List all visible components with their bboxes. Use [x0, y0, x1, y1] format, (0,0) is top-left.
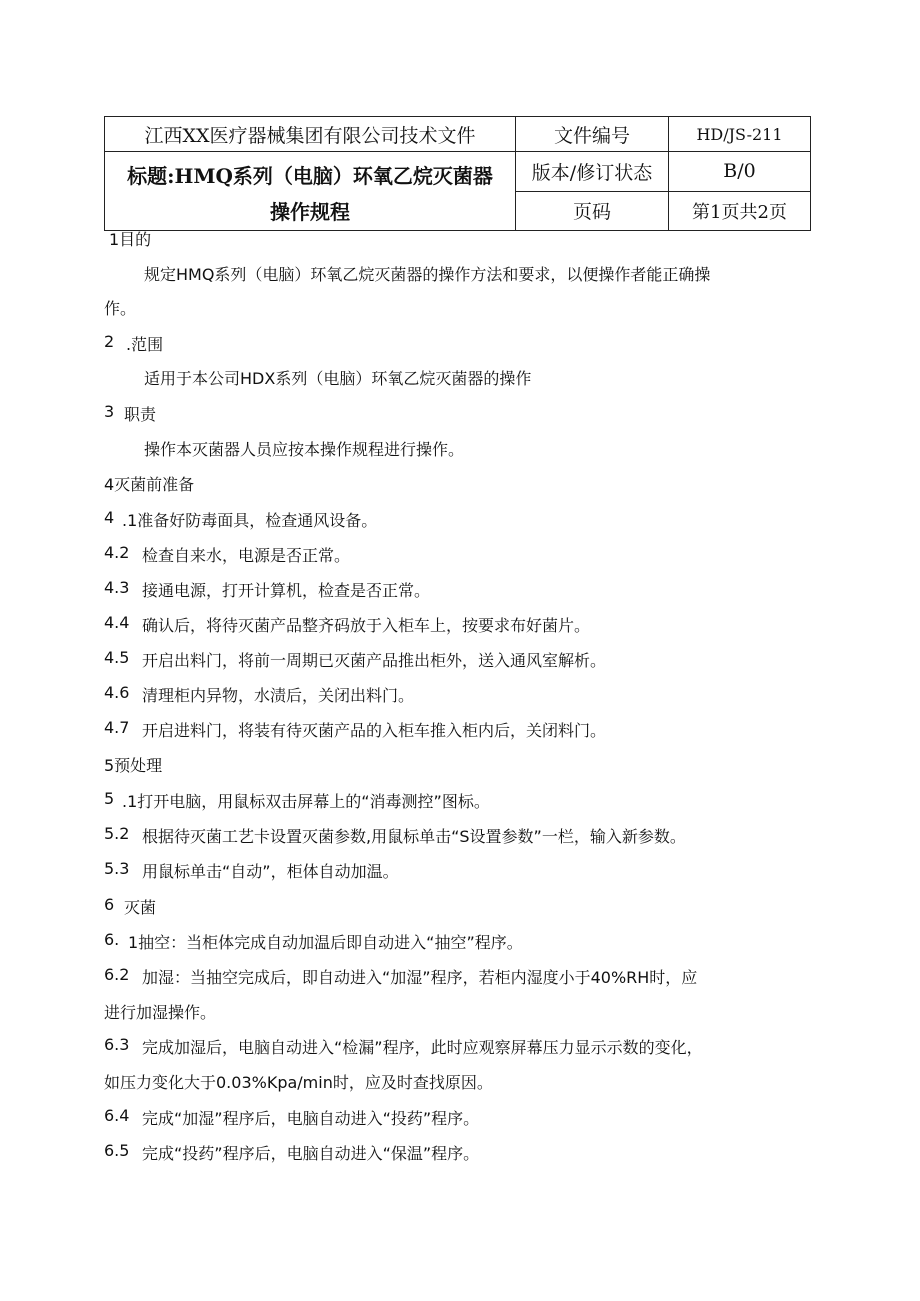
section-number: 4 [104, 508, 115, 527]
line-text: .范围 [126, 335, 164, 354]
section-number: 6.4 [104, 1106, 130, 1125]
line-text: 确认后，将待灭菌产品整齐码放于入柜车上，按要求布好菌片。 [142, 616, 591, 635]
section-number: 6.2 [104, 965, 130, 984]
title-line-1: 标题:HMQ系列（电脑）环氧乙烷灭菌器 [127, 164, 493, 188]
doc-no-value: HD/JS-211 [669, 117, 811, 152]
section-number: 4.7 [104, 718, 130, 737]
section-number: 6.3 [104, 1035, 130, 1054]
line-text: 规定HMQ系列（电脑）环氧乙烷灭菌器的操作方法和要求，以便操作者能正确操 [144, 265, 711, 284]
section-number: 2 [104, 332, 115, 351]
version-value: B/0 [669, 152, 811, 192]
line-text: 灭菌 [124, 898, 157, 917]
line-text: 接通电源，打开计算机，检查是否正常。 [142, 581, 431, 600]
section-number: 4灭菌前准备 [104, 475, 195, 494]
line-text: 如压力变化大于0.03%Kpa/min时，应及时查找原因。 [104, 1073, 493, 1092]
section-number: 4.4 [104, 613, 130, 632]
section-number: 6. [104, 930, 120, 949]
document-title [105, 152, 516, 231]
version-label: 版本/修订状态 [516, 152, 669, 192]
section-number: 5 [104, 789, 115, 808]
section-number: 4.2 [104, 543, 130, 562]
line-text: 进行加湿操作。 [104, 1003, 217, 1022]
page-value: 第1页共2页 [669, 191, 811, 231]
header-row-1 [105, 117, 811, 152]
line-text: 用鼠标单击“自动”，柜体自动加温。 [142, 862, 399, 881]
section-number: 5.2 [104, 824, 130, 843]
section-number: 4.6 [104, 683, 130, 702]
line-text: .1准备好防毒面具，检查通风设备。 [122, 511, 378, 530]
section-number: 4.3 [104, 578, 130, 597]
title-line-2: 操作规程 [270, 200, 350, 224]
line-text: 1抽空：当柜体完成自动加温后即自动进入“抽空”程序。 [128, 933, 523, 952]
line-text: 作。 [104, 299, 137, 318]
section-number: 3 [104, 402, 115, 421]
line-text: 加湿：当抽空完成后，即自动进入“加湿”程序，若柜内湿度小于40%RH时，应 [142, 968, 698, 987]
line-text: 清理柜内异物，水渍后，关闭出料门。 [142, 686, 415, 705]
section-number: 5.3 [104, 859, 130, 878]
line-text: 根据待灭菌工艺卡设置灭菌参数,用鼠标单击“S设置参数”一栏，输入新参数。 [142, 827, 686, 846]
section-number: 6 [104, 895, 115, 914]
section-number: 5预处理 [104, 756, 163, 775]
line-text: 完成“加湿”程序后，电脑自动进入“投药”程序。 [142, 1109, 480, 1128]
section-number: 1目的 [109, 230, 152, 249]
line-text: 检查自来水，电源是否正常。 [142, 546, 351, 565]
line-text: 完成“投药”程序后，电脑自动进入“保温”程序。 [142, 1144, 480, 1163]
section-number: 6.5 [104, 1141, 130, 1160]
header-row-2 [105, 152, 811, 192]
line-text: 操作本灭菌器人员应按本操作规程进行操作。 [144, 440, 465, 459]
document-header-table [104, 116, 811, 231]
doc-no-label: 文件编号 [516, 117, 669, 152]
line-text: 职责 [124, 405, 157, 424]
line-text: 完成加湿后，电脑自动进入“检漏”程序，此时应观察屏幕压力显示示数的变化， [142, 1038, 703, 1057]
line-text: 开启进料门，将装有待灭菌产品的入柜车推入柜内后，关闭料门。 [142, 721, 607, 740]
line-text: 适用于本公司HDX系列（电脑）环氧乙烷灭菌器的操作 [144, 369, 532, 388]
line-text: 开启出料门，将前一周期已灭菌产品推出柜外，送入通风室解析。 [142, 651, 607, 670]
line-text: .1打开电脑，用鼠标双击屏幕上的“消毒测控”图标。 [122, 792, 490, 811]
page-label: 页码 [516, 191, 669, 231]
company-name: 江西XX医疗器械集团有限公司技术文件 [105, 117, 516, 152]
section-number: 4.5 [104, 648, 130, 667]
